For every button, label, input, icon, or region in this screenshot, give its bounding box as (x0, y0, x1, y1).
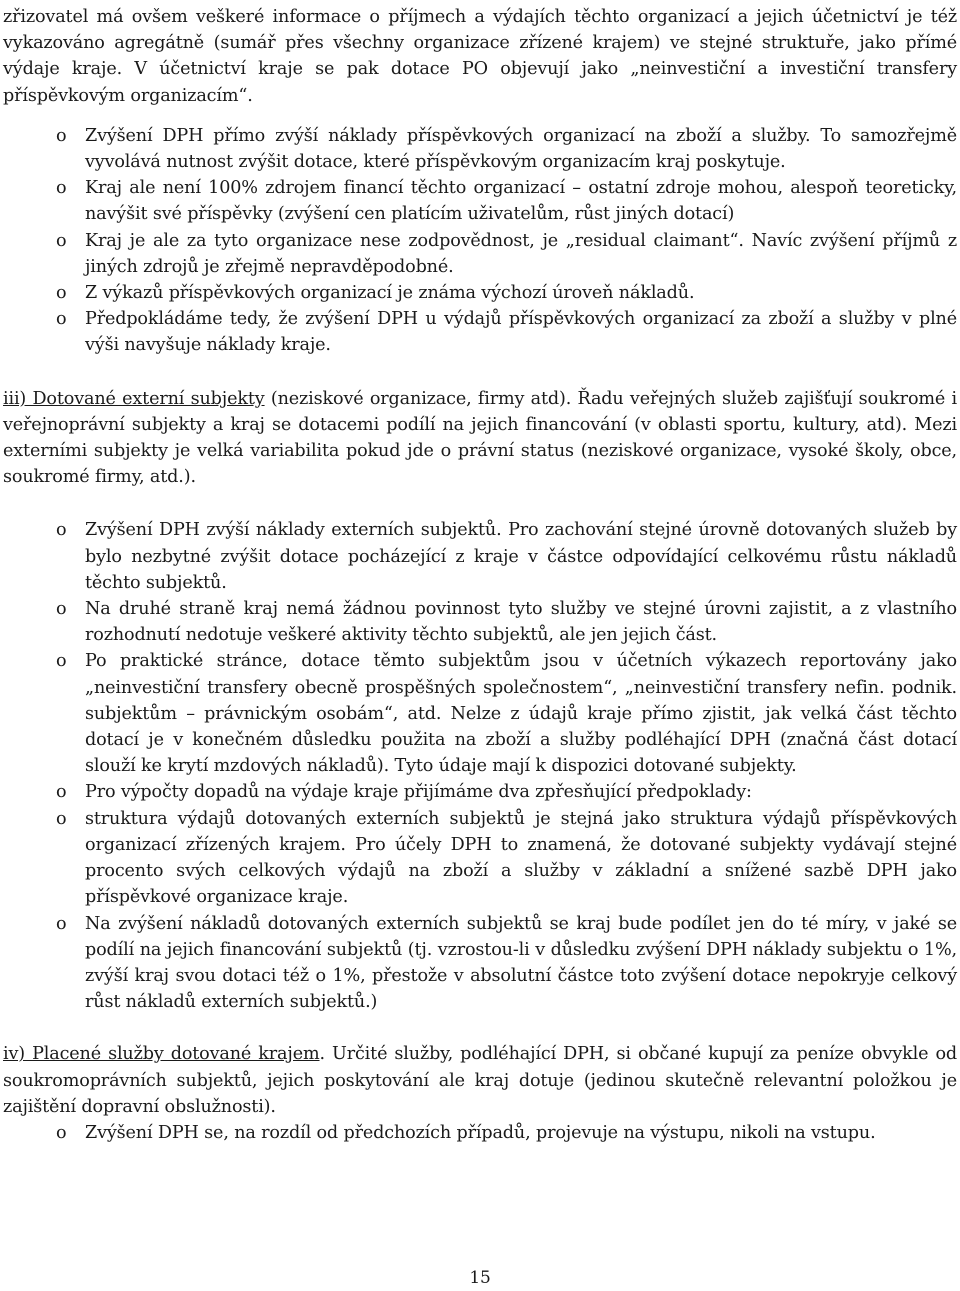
bullet-marker: o (56, 913, 67, 934)
section-iii-heading: iii) Dotované externí subjekty (3, 388, 265, 409)
list-item: o Po praktické stránce, dotace těmto subjektům jsou v účetních výkazech reportovány jako „neinvestiční transfery obecně prospěšných společnostem“, „neinvestiční transfery nefin. podnik. subjektům – právnickým osobám“, atd. Nelze z údajů kraje přímo zjistit, jak velká část těchto dotací je v konečném důsledku použita na zboží a služby podléhající DPH (značná část dotací slouží ke krytí mzdových nákladů). Tyto údaje mají k dispozici dotované subjekty. (3, 648, 957, 779)
bullet-list-1 (3, 123, 957, 359)
list-item: o Předpokládáme tedy, že zvýšení DPH u výdajů příspěvkových organizací za zboží a služby v plné výši navyšuje náklady kraje. (3, 306, 957, 358)
section-iv-heading: iv) Placené služby dotované krajem (3, 1044, 320, 1065)
list-item: o Na zvýšení nákladů dotovaných externích subjektů se kraj bude podílet jen do té míry, v jaké se podílí na jejich financování subjektů (tj. vzrostou-li v důsledku zvýšení DPH náklady subjektu o 1%, zvýší kraj svou dotaci též o 1%, přestože v absolutní částce toto zvýšení dotace nepokryje celkový růst nákladů externích subjektů.) (3, 911, 957, 1016)
bullet-list-2 (3, 517, 957, 1015)
bullet-list-3 (3, 1120, 957, 1146)
list-item: o Z výkazů příspěvkových organizací je známa výchozí úroveň nákladů. (3, 280, 957, 306)
bullet-marker: o (56, 599, 67, 620)
bullet-marker: o (56, 651, 67, 672)
bullet-marker: o (56, 283, 67, 304)
intro-paragraph: zřizovatel má ovšem veškeré informace o příjmech a výdajích těchto organizací a jejich účetnictví je též vykazováno agregátně (sumář přes všechny organizace zřízené krajem) ve stejné struktuře, jako přímé výdaje kraje. V účetnictví kraje se pak dotace PO objevují jako „neinvestiční a investiční transfery příspěvkovým organizacím“. (3, 7, 957, 106)
bullet-marker: o (56, 309, 67, 330)
list-item: o Zvýšení DPH zvýší náklady externích subjektů. Pro zachování stejné úrovně dotovaných služeb by bylo nezbytné zvýšit dotace pocházející z kraje v částce odpovídající celkovému růstu nákladů těchto subjektů. (3, 517, 957, 596)
bullet-marker: o (56, 808, 67, 829)
section-iii-text: (neziskové organizace, firmy atd). Řadu veřejných služeb zajišťují soukromé i veřejnoprávní subjekty a kraj se dotacemi podílí na jejich financování (v oblasti sportu, kultury, atd). Mezi externími subjekty je velká variabilita pokud jde o právní status (neziskové organizace, vysoké školy, obce, soukromé firmy, atd.). (3, 388, 957, 488)
list-item: o Na druhé straně kraj nemá žádnou povinnost tyto služby ve stejné úrovni zajistit, a z vlastního rozhodnutí nedotuje veškeré aktivity těchto subjektů, ale jen jejich část. (3, 596, 957, 648)
list-item: o Pro výpočty dopadů na výdaje kraje přijímáme dva zpřesňující předpoklady: (3, 779, 957, 805)
section-iv-text: . Určité služby, podléhající DPH, si občané kupují za peníze obvykle od soukromoprávních subjektů, jejich poskytování ale kraj dotuje (jedinou skutečně relevantní položkou je zajištění dopravní obslužnosti). (3, 1044, 957, 1117)
list-item: o Zvýšení DPH přímo zvýší náklady příspěvkových organizací na zboží a služby. To samozřejmě vyvolává nutnost zvýšit dotace, které příspěvkovým organizacím kraj poskytuje. (3, 123, 957, 175)
list-item: o Zvýšení DPH se, na rozdíl od předchozích případů, projevuje na výstupu, nikoli na vstupu. (3, 1120, 957, 1146)
bullet-marker: o (56, 230, 67, 251)
list-item: o Kraj je ale za tyto organizace nese zodpovědnost, je „residual claimant“. Navíc zvýšení příjmů z jiných zdrojů je zřejmě nepravděpodobné. (3, 228, 957, 280)
section-iii-paragraph (3, 386, 957, 491)
spacer (3, 359, 957, 386)
bullet-marker: o (56, 1122, 67, 1143)
bullet-marker: o (56, 125, 67, 146)
list-item: o struktura výdajů dotovaných externích subjektů je stejná jako struktura výdajů příspěvkových organizací zřízených krajem. Pro účely DPH to znamená, že dotované subjekty vydávají stejné procento svých celkových výdajů na zboží a služby v základní a snížené sazbě DPH jako příspěvkové organizace kraje. (3, 806, 957, 911)
page-number: 15 (469, 1268, 491, 1288)
bullet-marker: o (56, 782, 67, 803)
spacer (3, 1015, 957, 1041)
section-iv-paragraph (3, 1041, 957, 1120)
list-item: o Kraj ale není 100% zdrojem financí těchto organizací – ostatní zdroje mohou, alespoň teoreticky, navýšit své příspěvky (zvýšení cen platícím uživatelům, růst jiných dotací) (3, 175, 957, 227)
spacer (3, 490, 957, 517)
bullet-marker: o (56, 520, 67, 541)
bullet-marker: o (56, 178, 67, 199)
